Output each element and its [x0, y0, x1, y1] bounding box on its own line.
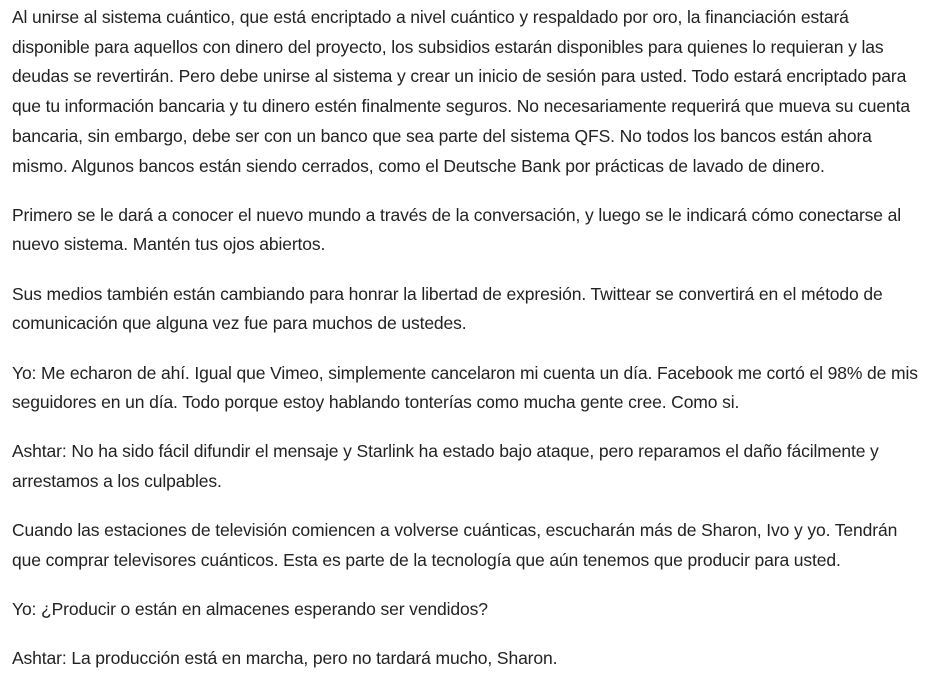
- paragraph-yo-question: Yo: ¿Producir o están en almacenes esperando ser vendidos?: [12, 599, 488, 620]
- paragraph-ashtar-starlink: Ashtar: No ha sido fácil difundir el mensaje y Starlink ha estado bajo ataque, pero reparamos el daño fácilmente y arrestamos a los culpables.: [12, 441, 879, 492]
- paragraph-quantum-tv: Cuando las estaciones de televisión comiencen a volverse cuánticas, escucharán más de Sharon, Ivo y yo. Tendrán que comprar televisores cuánticos. Esta es parte de la tecnología que aún tenemos que producir para usted.: [12, 520, 898, 571]
- paragraph-ashtar-production: Ashtar: La producción está en marcha, pero no tardará mucho, Sharon.: [12, 648, 558, 669]
- paragraph-new-world: Primero se le dará a conocer el nuevo mundo a través de la conversación, y luego se le indicará cómo conectarse al nuevo sistema. Mantén tus ojos abiertos.: [12, 204, 902, 255]
- paragraph-yo-kicked-out: Yo: Me echaron de ahí. Igual que Vimeo, simplemente cancelaron mi cuenta un día. Facebook me cortó el 98% de mis seguidores en un día. Todo porque estoy hablando tonterías como mucha gente cree. Como si.: [12, 362, 918, 413]
- paragraph-media-changing: Sus medios también están cambiando para honrar la libertad de expresión. Twittear se convertirá en el método de comunicación que alguna vez fue para muchos de ustedes.: [12, 283, 883, 334]
- paragraph-qfs-system: Al unirse al sistema cuántico, que está encriptado a nivel cuántico y respaldado por oro, la financiación estará disponible para aquellos con dinero del proyecto, los subsidios estarán disponibles para quienes lo requieran y las deudas se revertirán. Pero debe unirse al sistema y crear un inicio de sesión para usted. Todo estará encriptado para que tu información bancaria y tu dinero estén finalmente seguros. No necesariamente requerirá que mueva su cuenta bancaria, sin embargo, debe ser con un banco que sea parte del sistema QFS. No todos los bancos están ahora mismo. Algunos bancos están siendo cerrados, como el Deutsche Bank por prácticas de lavado de dinero.: [12, 7, 910, 176]
